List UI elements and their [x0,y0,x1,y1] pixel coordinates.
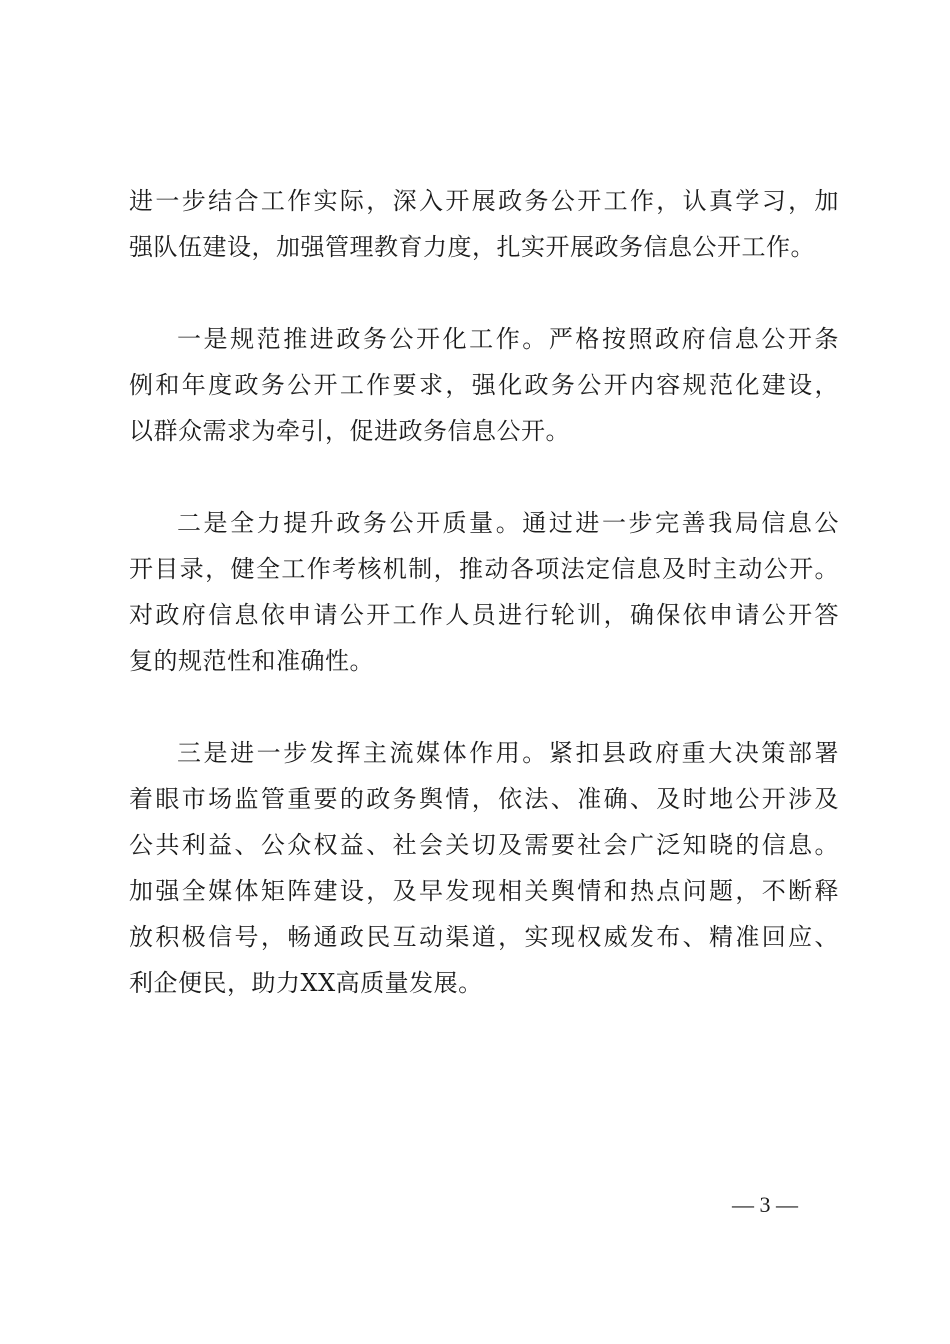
paragraph-3-line-2: 开目录，健全工作考核机制，推动各项法定信息及时主动公开。 [129,555,839,583]
paragraph-4-line-6: 利企便民，助力XX高质量发展。 [129,969,483,997]
paragraph-1-line-2: 强队伍建设，加强管理教育力度，扎实开展政务信息公开工作。 [129,233,815,261]
paragraph-4-line-2: 着眼市场监管重要的政务舆情，依法、准确、及时地公开涉及 [129,785,839,813]
paragraph-4-line-4: 加强全媒体矩阵建设，及早发现相关舆情和热点问题，不断释 [129,877,839,905]
paragraph-4-line-1: 三是进一步发挥主流媒体作用。紧扣县政府重大决策部署 [177,739,839,767]
paragraph-4-line-3: 公共利益、公众权益、社会关切及需要社会广泛知晓的信息。 [129,831,839,859]
paragraph-3-line-1: 二是全力提升政务公开质量。通过进一步完善我局信息公 [177,509,839,537]
paragraph-2-line-2: 例和年度政务公开工作要求，强化政务公开内容规范化建设， [129,371,839,399]
page-number: — 3 — [732,1192,798,1217]
paragraph-4-line-5: 放积极信号，畅通政民互动渠道，实现权威发布、精准回应、 [129,923,839,951]
paragraph-2-line-1: 一是规范推进政务公开化工作。严格按照政府信息公开条 [177,325,839,353]
paragraph-3-line-3: 对政府信息依申请公开工作人员进行轮训，确保依申请公开答 [129,601,839,629]
paragraph-2-line-3: 以群众需求为牵引，促进政务信息公开。 [129,417,570,445]
paragraph-3-line-4: 复的规范性和准确性。 [129,647,374,675]
paragraph-1-line-1: 进一步结合工作实际，深入开展政务公开工作，认真学习，加 [129,187,839,215]
